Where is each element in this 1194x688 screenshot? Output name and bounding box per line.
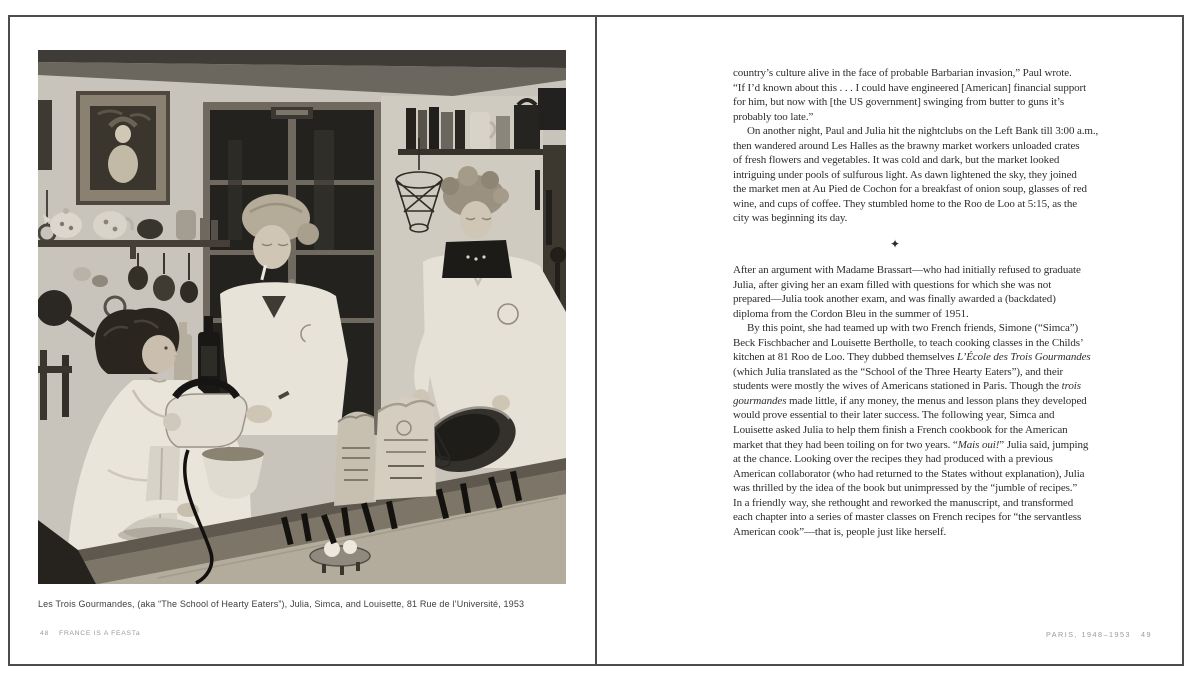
right-page-number: 49	[1141, 630, 1152, 639]
left-page-footer	[40, 630, 140, 637]
paragraph	[733, 124, 1163, 226]
text-line: American collaborator (who had returned to the States without explanation), Julia	[733, 467, 1085, 480]
text-line: city was beginning its day.	[733, 212, 848, 225]
text-line: By this point, she had teamed up with two French friends, Simone (“Simca”)	[747, 322, 1079, 335]
text-line: prepared—Julia took another exam, and was finally awarded a (backdated)	[733, 293, 1056, 306]
text-line: the market men at Au Pied de Cochon for a breakfast of onion soup, glasses of red	[733, 183, 1087, 196]
text-line: intriguing under pools of sulfurous light. As dawn lightened the sky, they joined	[733, 168, 1077, 181]
text-line: wine, and cups of coffee. They stumbled home to the Roo de Loo at 5:15, as the	[733, 197, 1078, 210]
text-line: American cook”—that is, people just like herself.	[733, 525, 947, 538]
text-line: After an argument with Madame Brassart—who had initially refused to graduate	[733, 264, 1081, 277]
text-line: at the chance. Looking over the recipes they had produced with a previous	[733, 453, 1053, 466]
paragraph	[733, 263, 1163, 321]
paragraph	[733, 66, 1163, 124]
flour-bags	[334, 397, 436, 506]
right-running-title: PARIS, 1948–1953	[1045, 630, 1131, 639]
left-page-number: 48	[40, 630, 49, 637]
text-line: probably too late.”	[733, 110, 814, 123]
text-line: “If I’d known about this . . . I could have engineered [American] financial support	[733, 81, 1087, 94]
kitchen-photo	[38, 50, 566, 584]
page-gutter-divider	[595, 15, 597, 666]
text-line: Louisette asked Julia to help them finish a French cookbook for the American	[733, 424, 1068, 437]
simca-hand	[246, 405, 272, 423]
photo-caption: Les Trois Gourmandes, (aka “The School of Hearty Eaters”), Julia, Simca, and Louisette, 81 Rue de l’Université, 1953	[38, 599, 525, 609]
text-line: kitchen at 81 Roo de Loo. They dubbed themselves L’École des Trois Gourmandes	[733, 351, 1091, 364]
text-line: would prove essential to their later success. The following year, Simca and	[733, 409, 1055, 422]
paragraph	[733, 321, 1163, 539]
text-line: On another night, Paul and Julia hit the nightclubs on the Left Bank till 3:00 a.m.,	[747, 125, 1099, 138]
section-break-ornament: ✦	[890, 237, 900, 252]
text-line: Julia, after giving her an exam filled with questions for which she was not	[733, 278, 1052, 291]
text-line: each chapter into a series of master classes on French recipes for “the servantless	[733, 511, 1082, 524]
kitchen-photo-svg	[38, 50, 566, 584]
text-line: gourmandes made little, if any money, the menus and lesson plans they developed	[733, 394, 1087, 407]
framed-painting	[78, 93, 168, 203]
text-line: was thrilled by the idea of the book but unimpressed by the “jumble of recipes.”	[733, 482, 1078, 495]
text-line: then wandered around Les Halles as the brawny market workers unloaded crates	[733, 139, 1080, 152]
right-page-footer	[1046, 630, 1152, 639]
left-running-title: FRANCE IS A FEASTa	[58, 630, 141, 637]
text-line: for him, but now with [the US government] swinging from butter to guns it’s	[733, 96, 1065, 109]
text-line: (which Julia translated as the “School of the Three Hearty Eaters”), and their	[733, 365, 1064, 378]
text-line: country’s culture alive in the face of probable Barbarian invasion,” Paul wrote.	[733, 67, 1072, 79]
body-text	[733, 66, 1163, 539]
text-line: market that they had been toiling on for two years. “Mais oui!” Julia said, jumping	[733, 438, 1089, 451]
text-line: In a friendly way, she rethought and reworked the manuscript, and transformed	[733, 496, 1074, 509]
text-line: students were mostly the wives of Americans stationed in Paris. Though the trois	[733, 380, 1081, 393]
text-line: Beck Fischbacher and Louisette Bertholle, to teach cooking classes in the Childs’	[733, 336, 1084, 349]
text-line: of fresh flowers and vegetables. It was cold and dark, but the market looked	[733, 154, 1060, 167]
text-line: diploma from the Cordon Bleu in the summer of 1951.	[733, 307, 969, 320]
